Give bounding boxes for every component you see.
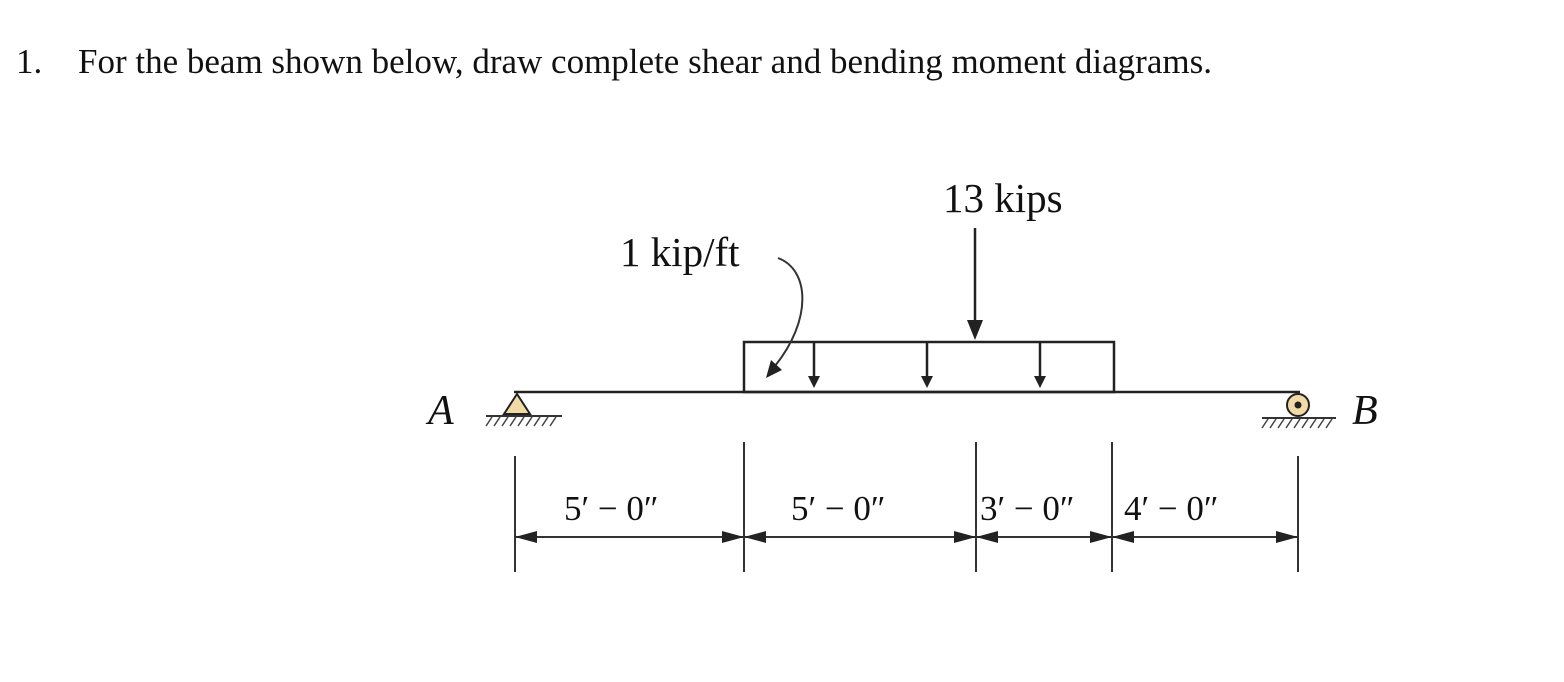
load-arrowhead-2 bbox=[921, 376, 933, 388]
dimension-lines bbox=[515, 531, 1298, 543]
problem-text: For the beam shown below, draw complete shear and bending moment diagrams. bbox=[78, 42, 1212, 81]
pin-triangle bbox=[504, 394, 530, 414]
leader-arrowhead bbox=[766, 360, 782, 378]
distributed-load-block bbox=[744, 342, 1114, 392]
dimension-label-4: 4′ − 0″ bbox=[1124, 489, 1219, 528]
dimension-label-1: 5′ − 0″ bbox=[564, 489, 659, 528]
dim-arrow-3r bbox=[1090, 531, 1112, 543]
dim-arrow-4l bbox=[1112, 531, 1134, 543]
distributed-load-label: 1 kip/ft bbox=[620, 229, 740, 275]
dim-arrow-2l bbox=[744, 531, 766, 543]
pin-support-a bbox=[486, 394, 562, 426]
support-label-a: A bbox=[428, 388, 454, 434]
dim-arrow-2r bbox=[954, 531, 976, 543]
point-load-label: 13 kips bbox=[943, 175, 1063, 221]
roller-support-b bbox=[1262, 394, 1336, 428]
roller-center bbox=[1295, 402, 1302, 409]
distributed-load bbox=[744, 342, 1114, 392]
load-arrowhead-1 bbox=[808, 376, 820, 388]
dimension-label-3: 3′ − 0″ bbox=[980, 489, 1075, 528]
load-arrowhead-3 bbox=[1034, 376, 1046, 388]
distributed-load-leader bbox=[775, 258, 802, 366]
point-load-arrowhead bbox=[967, 320, 983, 340]
dimension-label-2: 5′ − 0″ bbox=[791, 489, 886, 528]
ground-hatch-a bbox=[486, 417, 556, 426]
dim-arrow-1l bbox=[515, 531, 537, 543]
dim-arrow-1r bbox=[722, 531, 744, 543]
problem-number: 1. bbox=[16, 42, 43, 81]
dim-arrow-3l bbox=[976, 531, 998, 543]
dim-arrow-4r bbox=[1276, 531, 1298, 543]
support-label-b: B bbox=[1352, 388, 1378, 434]
ground-hatch-b bbox=[1262, 419, 1332, 428]
